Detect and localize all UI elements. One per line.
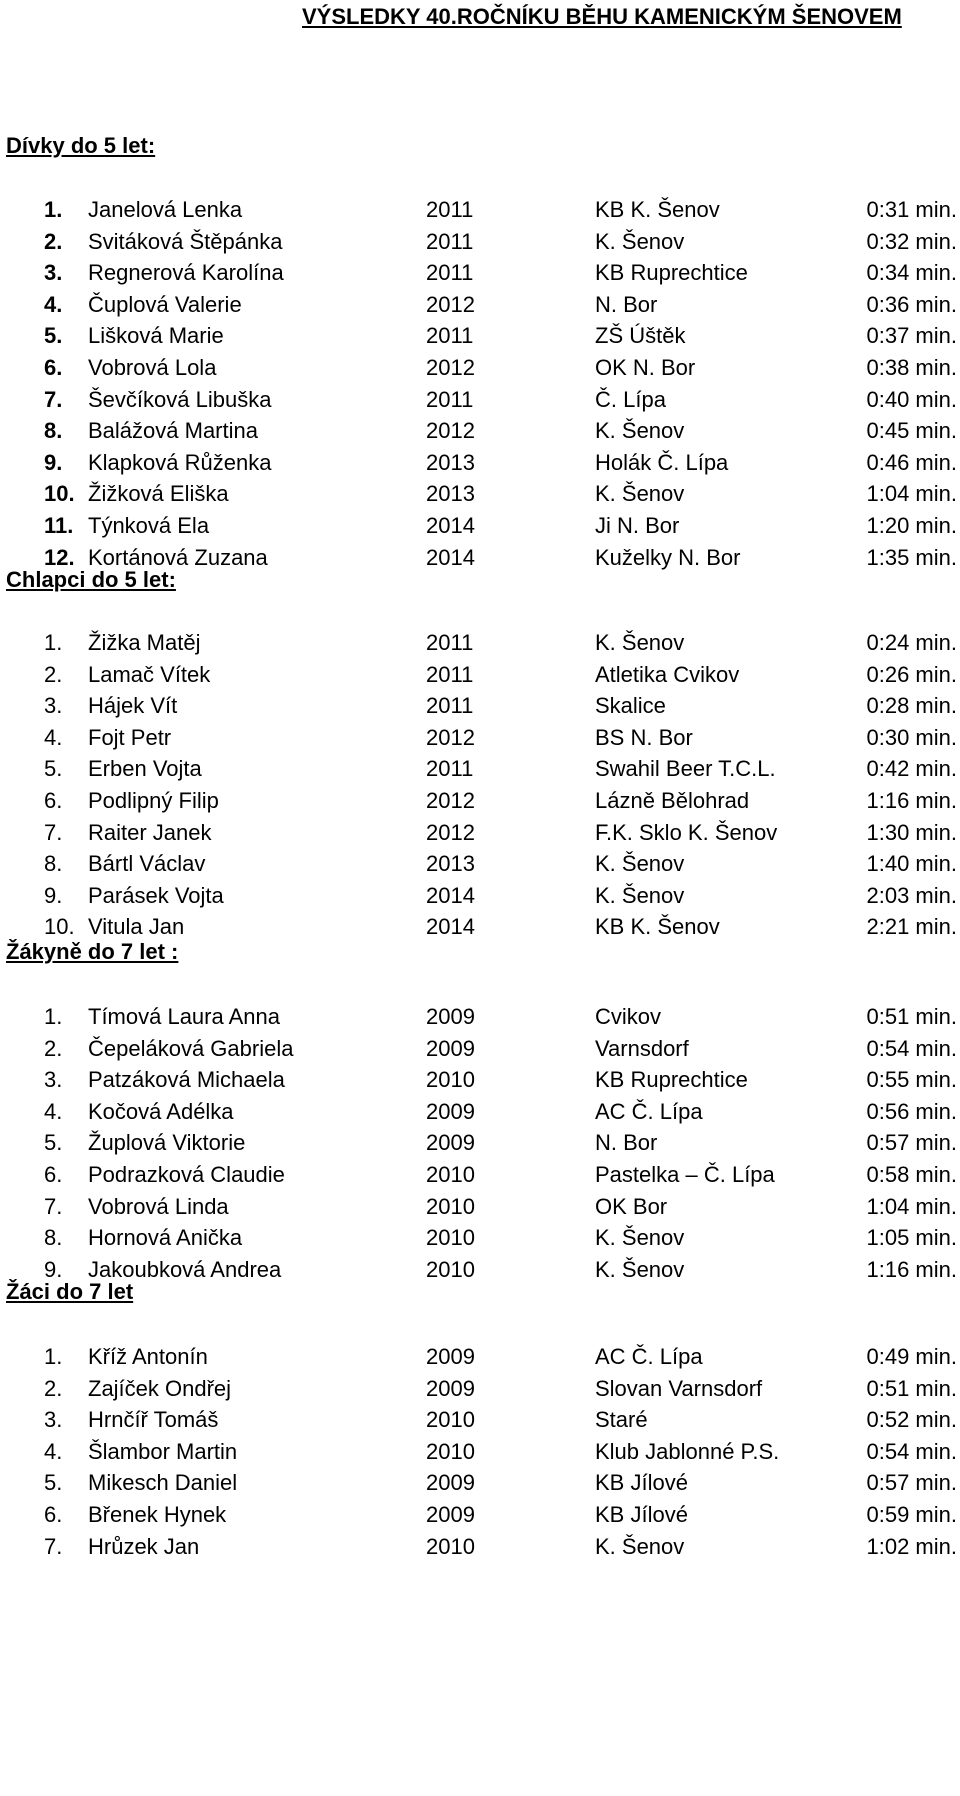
result-club: Č. Lípa [595,386,666,412]
result-rank: 4. [44,291,63,317]
result-row [0,1437,960,1466]
result-name: Podlipný Filip [88,788,219,813]
result-year: 2009 [426,1375,475,1401]
result-name: Podrazková Claudie [88,1162,285,1187]
result-rank: 8. [44,1225,63,1251]
result-year: 2011 [426,386,474,412]
result-year: 2014 [426,882,475,908]
result-club: AC Č. Lípa [595,1098,703,1124]
result-row [0,1532,960,1561]
result-name: Hrnčíř Tomáš [88,1407,219,1433]
result-row [0,723,960,752]
result-club: Atletika Cvikov [595,661,740,687]
result-time: 1:16 min. [866,1256,957,1282]
result-name: Župlová Viktorie [88,1130,246,1156]
result-club: Ji N. Bor [595,513,680,538]
result-row [0,385,960,414]
result-time: 0:37 min. [866,323,957,349]
result-row [0,818,960,847]
result-rank: 5. [44,1130,63,1156]
result-name: Hájek Vít [88,693,178,719]
result-name: Klapková Růženka [88,449,272,475]
result-club: K. Šenov [595,851,685,877]
result-name: Raiter Janek [88,819,212,845]
result-year: 2012 [426,819,475,845]
result-club: Skalice [595,693,666,719]
result-time: 1:30 min. [866,819,957,845]
result-row [0,1223,960,1252]
result-rank: 1. [44,197,63,222]
result-club: Holák Č. Lípa [595,449,729,475]
result-club: Swahil Beer T.C.L. [595,756,776,782]
result-club: K. Šenov [595,481,685,507]
result-year: 2010 [426,1067,475,1093]
result-name: Lamač Vítek [88,661,211,687]
result-name: Balážová Martina [88,418,258,444]
result-time: 0:58 min. [866,1162,957,1187]
result-name: Mikesch Daniel [88,1470,238,1496]
result-year: 2010 [426,1162,475,1187]
result-rank: 6. [44,1502,63,1527]
result-year: 2009 [426,1035,475,1061]
result-year: 2011 [426,197,474,222]
result-year: 2012 [426,724,475,750]
result-club: K. Šenov [595,630,685,655]
result-row [0,321,960,350]
result-name: Hrůzek Jan [88,1533,200,1559]
result-time: 2:03 min. [866,882,957,908]
result-rank: 5. [44,1470,63,1496]
result-name: Parásek Vojta [88,882,224,908]
result-row [0,786,960,815]
section-heading: Dívky do 5 let: [6,133,156,158]
result-year: 2009 [426,1502,475,1527]
result-rank: 4. [44,1098,63,1124]
result-rank: 1. [44,1344,63,1369]
result-name: Kortánová Zuzana [88,544,268,570]
result-time: 1:35 min. [866,544,957,570]
section-heading: Chlapci do 5 let: [6,567,176,592]
result-club: N. Bor [595,291,658,317]
result-name: Kříž Antonín [88,1344,208,1369]
result-rank: 6. [44,1162,63,1187]
result-club: K. Šenov [595,1256,685,1282]
result-rank: 9. [44,1256,63,1282]
result-club: Staré [595,1407,648,1433]
result-time: 0:30 min. [866,724,957,750]
result-rank: 3. [44,1067,63,1093]
result-name: Šlambor Martin [88,1438,238,1464]
result-rank: 11. [44,513,74,538]
result-row [0,1405,960,1434]
result-row [0,1002,960,1031]
result-row [0,227,960,256]
result-year: 2012 [426,291,475,317]
result-club: OK N. Bor [595,355,696,380]
result-year: 2009 [426,1098,475,1124]
result-club: Kuželky N. Bor [595,544,741,570]
result-club: Slovan Varnsdorf [595,1375,763,1401]
result-row [0,912,960,941]
result-name: Čuplová Valerie [88,291,242,317]
result-year: 2009 [426,1004,475,1029]
result-time: 0:52 min. [866,1407,957,1433]
result-name: Lišková Marie [88,323,224,349]
result-year: 2012 [426,418,475,444]
result-name: Fojt Petr [88,724,172,750]
result-year: 2011 [426,661,474,687]
result-rank: 2. [44,1375,63,1401]
result-rank: 2. [44,661,63,687]
result-time: 0:34 min. [866,260,957,286]
result-rank: 12. [44,544,75,570]
result-row [0,1342,960,1371]
result-time: 0:51 min. [866,1004,957,1029]
result-club: KB K. Šenov [595,914,720,940]
result-name: Břenek Hynek [88,1502,227,1527]
result-year: 2010 [426,1225,475,1251]
result-rank: 8. [44,418,63,444]
result-rank: 7. [44,1533,63,1559]
result-row [0,1034,960,1063]
result-time: 0:49 min. [866,1344,957,1369]
result-year: 2011 [426,756,474,782]
result-name: Kočová Adélka [88,1098,234,1124]
result-rank: 10. [44,481,75,507]
result-name: Svitáková Štěpánka [88,228,283,254]
result-time: 0:46 min. [866,449,957,475]
result-name: Hornová Anička [88,1225,243,1251]
result-row [0,660,960,689]
result-time: 0:54 min. [866,1035,957,1061]
result-year: 2013 [426,449,475,475]
result-row [0,353,960,382]
result-row [0,1065,960,1094]
page-title: VÝSLEDKY 40.ROČNÍKU BĚHU KAMENICKÝM ŠENOVEM [302,4,902,29]
result-row [0,511,960,540]
result-time: 1:02 min. [866,1533,957,1559]
result-name: Čepeláková Gabriela [88,1035,294,1061]
result-year: 2011 [426,630,474,655]
result-rank: 7. [44,386,63,412]
result-rank: 3. [44,1407,63,1433]
result-club: KB Jílové [595,1470,688,1496]
result-name: Ševčíková Libuška [88,386,272,412]
result-time: 1:04 min. [866,481,957,507]
result-row [0,849,960,878]
result-club: K. Šenov [595,882,685,908]
result-club: F.K. Sklo K. Šenov [595,819,778,845]
result-name: Regnerová Karolína [88,260,284,286]
result-row [0,1160,960,1189]
result-row [0,881,960,910]
result-rank: 5. [44,323,63,349]
result-time: 0:40 min. [866,386,957,412]
result-year: 2010 [426,1256,475,1282]
result-year: 2009 [426,1130,475,1156]
result-name: Vobrová Lola [88,355,217,380]
result-name: Patzáková Michaela [88,1067,285,1093]
result-rank: 4. [44,724,63,750]
result-year: 2012 [426,788,475,813]
result-year: 2010 [426,1533,475,1559]
result-row [0,416,960,445]
result-name: Žižková Eliška [88,481,229,507]
result-rank: 1. [44,1004,63,1029]
result-year: 2010 [426,1438,475,1464]
result-year: 2014 [426,544,475,570]
result-year: 2009 [426,1470,475,1496]
result-rank: 2. [44,228,63,254]
result-club: K. Šenov [595,1533,685,1559]
result-rank: 1. [44,630,63,655]
result-club: ZŠ Úštěk [595,323,686,349]
result-rank: 3. [44,693,63,719]
result-row [0,290,960,319]
result-year: 2009 [426,1344,475,1369]
result-name: Tímová Laura Anna [88,1004,281,1029]
result-row [0,628,960,657]
result-rank: 3. [44,260,63,286]
result-time: 0:45 min. [866,418,957,444]
result-club: KB Jílové [595,1502,688,1527]
result-time: 2:21 min. [866,914,957,940]
result-time: 0:36 min. [866,291,957,317]
result-year: 2014 [426,513,475,538]
result-row [0,1255,960,1284]
result-name: Bártl Václav [88,851,206,877]
result-rank: 9. [44,882,63,908]
section-heading: Žáci do 7 let [6,1279,134,1304]
result-time: 0:42 min. [866,756,957,782]
result-time: 0:59 min. [866,1502,957,1527]
result-row [0,1374,960,1403]
result-year: 2011 [426,260,474,286]
result-name: Erben Vojta [88,756,202,782]
result-time: 0:26 min. [866,661,957,687]
result-name: Žižka Matěj [88,630,201,655]
result-time: 0:31 min. [866,197,957,222]
result-year: 2011 [426,228,474,254]
result-club: Lázně Bělohrad [595,788,750,813]
result-row [0,1128,960,1157]
result-year: 2011 [426,693,474,719]
result-row [0,1500,960,1529]
result-club: Klub Jablonné P.S. [595,1438,780,1464]
result-club: KB K. Šenov [595,197,720,222]
result-name: Jakoubková Andrea [88,1256,282,1282]
result-club: K. Šenov [595,228,685,254]
result-year: 2014 [426,914,475,940]
result-rank: 7. [44,1193,63,1219]
result-club: Cvikov [595,1004,662,1029]
result-rank: 8. [44,851,63,877]
result-time: 0:54 min. [866,1438,957,1464]
section-heading: Žákyně do 7 let : [6,939,179,964]
result-row [0,448,960,477]
result-club: Pastelka – Č. Lípa [595,1162,775,1187]
result-rank: 5. [44,756,63,782]
result-time: 1:05 min. [866,1225,957,1251]
result-row [0,195,960,224]
result-name: Janelová Lenka [88,197,243,222]
result-time: 1:04 min. [866,1193,957,1219]
result-club: KB Ruprechtice [595,1067,748,1093]
result-time: 0:38 min. [866,355,957,380]
result-club: N. Bor [595,1130,658,1156]
result-row [0,479,960,508]
result-row [0,1468,960,1497]
result-rank: 2. [44,1035,63,1061]
result-name: Týnková Ela [88,513,210,538]
result-time: 1:16 min. [866,788,957,813]
result-row [0,1192,960,1221]
result-club: K. Šenov [595,418,685,444]
result-club: BS N. Bor [595,724,693,750]
result-rank: 6. [44,788,63,813]
result-time: 1:40 min. [866,851,957,877]
result-year: 2010 [426,1407,475,1433]
result-time: 0:28 min. [866,693,957,719]
result-club: Varnsdorf [595,1035,689,1061]
result-rank: 4. [44,1438,63,1464]
result-name: Vobrová Linda [88,1193,229,1219]
result-time: 1:20 min. [866,513,957,538]
result-time: 0:51 min. [866,1375,957,1401]
result-rank: 10. [44,914,75,940]
result-row [0,691,960,720]
result-row [0,1097,960,1126]
result-club: OK Bor [595,1193,668,1219]
result-time: 0:55 min. [866,1067,957,1093]
result-row [0,258,960,287]
result-time: 0:57 min. [866,1470,957,1496]
result-rank: 6. [44,355,63,380]
result-row [0,754,960,783]
result-time: 0:32 min. [866,228,957,254]
result-club: AC Č. Lípa [595,1344,703,1369]
result-name: Vitula Jan [88,914,185,940]
result-year: 2011 [426,323,474,349]
result-year: 2010 [426,1193,475,1219]
result-year: 2013 [426,481,475,507]
result-year: 2013 [426,851,475,877]
result-club: KB Ruprechtice [595,260,748,286]
result-rank: 9. [44,449,63,475]
result-time: 0:57 min. [866,1130,957,1156]
result-rank: 7. [44,819,63,845]
result-time: 0:56 min. [866,1098,957,1124]
result-club: K. Šenov [595,1225,685,1251]
result-name: Zajíček Ondřej [88,1375,232,1401]
result-year: 2012 [426,355,475,380]
result-time: 0:24 min. [866,630,957,655]
